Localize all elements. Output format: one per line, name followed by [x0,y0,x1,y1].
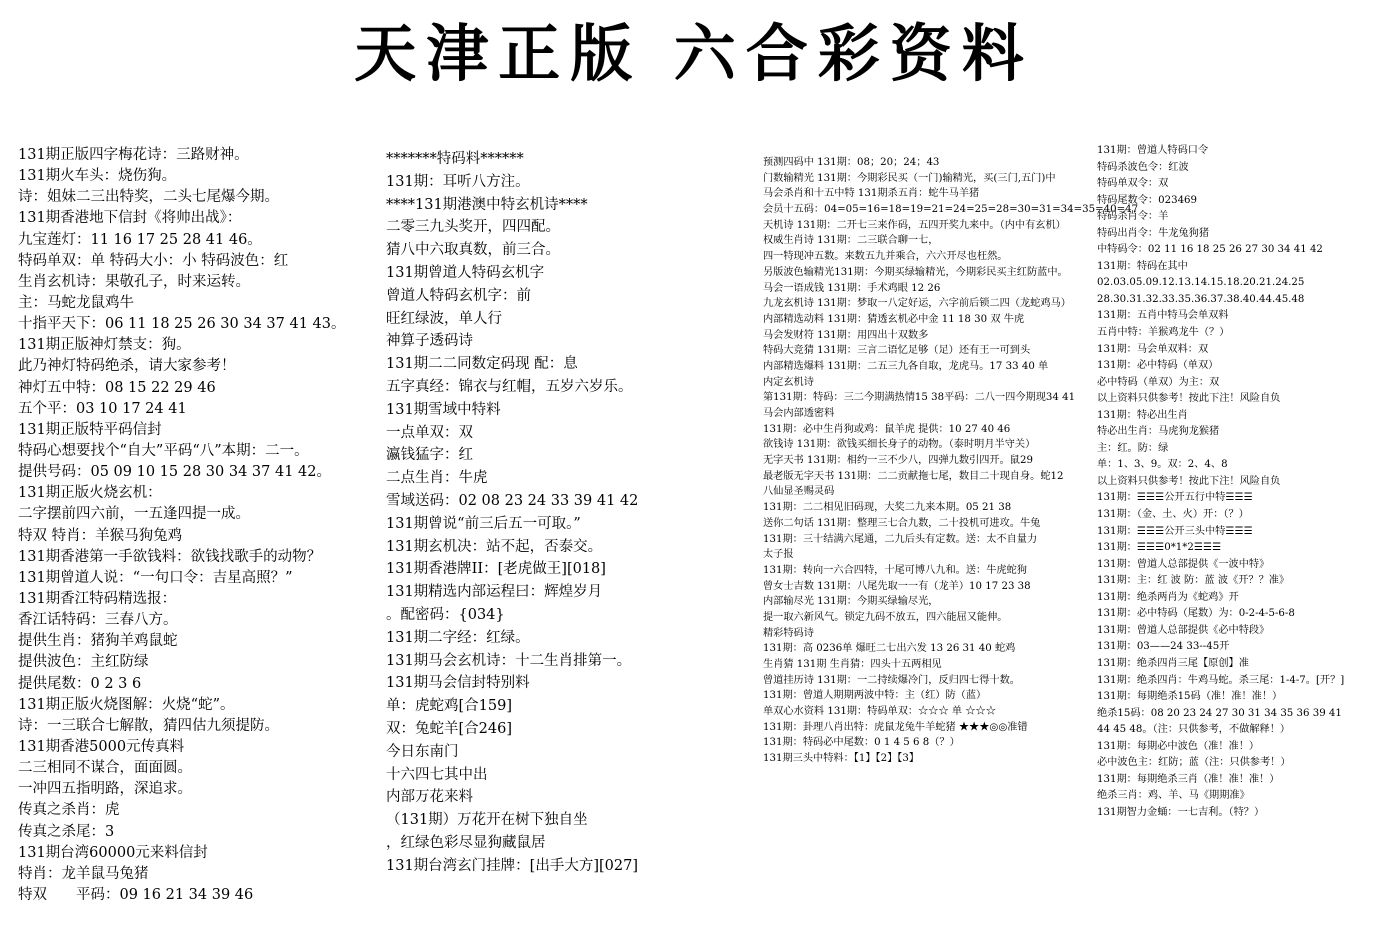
column-4-line: 131期：（金、土、火）开：（？） [1097,509,1249,521]
column-2-line: 131期玄机决：站不起，否泰交。 [386,538,603,555]
column-2-line: 雪域送码：02 08 23 24 33 39 41 42 [386,492,639,509]
column-2-line: 131期精选内部运程曰：辉煌岁月 [386,584,603,601]
column-4-line: 02.03.05.09.12.13.14.15.18.20.21.24.25 [1097,277,1305,289]
column-4-line: 以上资料只供参考！按此下注！风险自负 [1097,393,1281,405]
column-1-line: 特双 平码：09 16 21 34 39 46 [18,886,254,903]
column-3-line: 131期：二二相见旧码现，大奖二九来本期。05 21 38 [763,502,1012,514]
column-3-line: 曾女士吉数 131期：八尾先取一一有（龙羊）10 17 23 38 [763,580,1031,592]
column-2-line: 瀛钱猛字：红 [386,447,473,464]
column-2-line: ，红绿色彩尽显狗藏鼠居 [386,834,546,851]
column-4-line: 特必出生肖：马虎狗龙猴猪 [1097,426,1220,438]
column-3-line: 131期：必中生肖狗或鸡：鼠羊虎 提供：10 27 40 46 [763,423,1011,435]
column-2-line: 131期雪域中特料 [386,401,501,418]
column-4-line: 131期：特码在其中 [1097,260,1188,272]
column-3-line: 精彩特码诗 [763,627,814,639]
column-3-line: 送你二句话 131期：整理三七合九数，二十投机可进攻。牛兔 [763,517,1041,529]
column-3-line: 131期：转向一六合四特，十尾可博八九和。送：牛虎蛇狗 [763,564,1027,576]
column-2-line: 旺红绿波，单人行 [386,310,502,327]
column-4-line: 131期：每期必中波色（准！准！） [1097,740,1260,752]
column-1-line: 此乃神灯特码绝杀，请大家参考！ [18,358,236,375]
column-1-line: 131期正版火烧图解：火烧“蛇”。 [18,696,235,713]
column-1-line: 131期正版火烧玄机： [18,485,162,502]
column-2-line: （131期）万花开在树下独自坐 [386,812,588,829]
column-2-line: 五字真经：锦衣与红帽，五岁六岁乐。 [386,378,633,395]
column-2-line: 131期台湾玄门挂牌：[出手大方][027] [386,857,638,874]
column-1-line: 特双 特肖：羊猴马狗兔鸡 [18,527,183,544]
column-1-line: 香江话特码：三春八方。 [18,612,178,629]
column-4-line: 131期：每期绝杀15码（准！准！准！） [1097,691,1283,703]
column-2-line: 一点单双：双 [386,424,473,441]
column-4-line: 单：1、3、9。双：2、4、8 [1097,459,1228,471]
column-4-line: 中特码令：02 11 16 18 25 26 27 30 34 41 42 [1097,244,1323,256]
column-1-line: 131期正版四字梅花诗：三路财神。 [18,147,249,163]
column-3-line: 会员十五码：04=05=16=18=19=21=24=25=28=30=31=34=35=40=47 [763,204,1139,216]
column-4-line: 特码出肖令：牛龙兔狗猪 [1097,227,1210,239]
column-2-line: 内部万花来料 [386,789,473,806]
column-4-line: 131期：曾道人特码口令 [1097,145,1209,156]
column-4-line: 131期：绝杀四肖：牛鸡马蛇。杀三尾：1-4-7。[开？] [1097,674,1345,686]
column-1-line: 提供生肖：猪狗羊鸡鼠蛇 [18,633,178,650]
column-1-line: 131期台湾60000元来料信封 [18,844,208,861]
column-4-line: 绝杀三肖：鸡、羊、马《期期准》 [1097,790,1250,802]
column-3-line: 131期：特码必中尾数：0 1 4 5 6 8（？） [763,737,960,749]
column-3-line: 四一特现冲五数。来数五九并乘合，六六开尽也枉然。 [763,251,1008,263]
column-4-line: 131期：必中特码（单双） [1097,360,1219,372]
column-1-line: 131期香港地下信封《将帅出战》： [18,210,242,227]
column-3-line: 太子报 [763,549,794,561]
column-1-line: 传真之杀尾：3 [18,823,115,840]
column-3-line: 曾道挂历诗 131期：一二持续爆冷门，反归四七得十数。 [763,674,1020,686]
column-3-line: 另版波色输精光131期：今期买绿输精光，今期彩民买主红防蓝中。 [763,266,1068,278]
column-4-line: 131期：☰☰☰公开三头中特☰☰☰ [1097,525,1253,537]
column-2-line: 二点生肖：牛虎 [386,470,488,487]
column-2-line: 131期马会玄机诗：十二生肖排第一。 [386,652,632,669]
column-3-line: 马会发财符 131期：用四出十双数多 [763,329,929,341]
column-4-list [1097,143,1387,821]
column-1-list [18,145,386,906]
column-2-line: 神算子透码诗 [386,333,473,350]
column-1-line: 神灯五中特：08 15 22 29 46 [18,379,216,396]
column-1-line: 十指平天下：06 11 18 25 26 30 34 37 41 43。 [18,316,346,333]
column-3-line: 131期：高 0236单 爆旺二七出六发 13 26 31 40 蛇鸡 [763,643,1016,655]
column-1-line: 特码单双：单 特码大小：小 特码波色：红 [18,252,289,269]
column-4-line: 131期：☰☰☰0*1*2☰☰☰ [1097,542,1222,554]
column-2-line: 131期二二同数定码现 配：息 [386,356,578,373]
column-4-line: 特码尾数令：023469 [1097,194,1198,206]
column-4-line: 绝杀15码：08 20 23 24 27 30 31 34 35 36 39 41 [1097,707,1342,719]
column-1-line: 诗：姐妹二三出特奖，二头七尾爆今期。 [18,189,279,206]
column-3-line: 预测四码中 131期：08；20；24；43 [763,157,940,168]
column-1-line: 131期香港5000元传真料 [18,738,185,755]
column-3-line: 131期：卦理八肖出特：虎鼠龙兔牛羊蛇猪 ★★★◎◎准错 [763,721,1028,733]
column-4-line: 特码杀波色令：红波 [1097,161,1189,173]
column-4-line: 131期：特必出生肖 [1097,409,1188,421]
column-1-line: 特码心想要找个“自大”平码“八”本期：二一。 [18,442,309,459]
column-1-line: 131期香港第一手欲钱料：欲钱找歌手的动物？ [18,548,322,565]
column-4-line: 131期：每期绝杀三肖（准！准！准！） [1097,773,1280,785]
column-2-line: 131期香港牌II：[老虎做王][018] [386,561,606,578]
column-4-line: 131期：曾道人总部提供《一波中特》 [1097,558,1270,570]
column-3-line: 内定玄机诗 [763,376,814,388]
page-title: 天津正版 六合彩资料 [354,17,1034,90]
column-4-line: 必中波色主：红防；蓝（注：只供参考！） [1097,757,1291,769]
column-4-line: 主：红。防：绿 [1097,442,1169,454]
column-2-line: 131期曾道人特码玄机字 [386,264,545,281]
column-3-line: 提一取六新风气。锁定九码不放五，四六能屈又能伸。 [763,611,1008,623]
column-4-line: 44 45 48。（注：只供参考，不做解释！） [1097,724,1291,736]
column-2-line: 十六四七其中出 [386,766,488,783]
column-4-line: 必中特码（单双）为主：双 [1097,376,1220,388]
column-2-line: 猜八中六取真数，前三合。 [386,242,560,259]
column-1-line: 主：马蛇龙鼠鸡牛 [18,294,134,311]
column-2-line: ****131期港澳中特玄机诗**** [386,196,588,213]
column-3-line: 单双心水资料 131期：特码单双：☆☆☆ 单 ☆☆☆ [763,706,996,718]
column-4-line: 131期：☰☰☰公开五行中特☰☰☰ [1097,492,1253,504]
column-1-line: 五个平：03 10 17 24 41 [18,400,187,417]
column-1-line: 提供号码：05 09 10 15 28 30 34 37 41 42。 [18,464,331,481]
column-2-line: *******特码料****** [386,151,524,167]
column-3-line: 八仙显圣赐灵码 [763,486,835,498]
column-1-line: 特肖：龙羊鼠马兔猪 [18,865,149,882]
column-3-line: 内部精选爆料 131期：二五三九各自取，龙虎马。17 33 40 单 [763,360,1049,372]
column-1-line: 传真之杀肖：虎 [18,802,120,819]
column-4-line: 131期：主：红 波 防：蓝 波《开？？准》 [1097,575,1290,587]
column-3-line: 马会一语成钱 131期：手术鸡眼 12 26 [763,282,941,294]
column-2-list [386,148,758,878]
column-1-line: 131期香江特码精选报： [18,590,177,607]
column-2-line: 131期曾说“前三后五一可取。” [386,515,581,532]
column-4-line: 特码单双令：双 [1097,178,1169,190]
column-1-line: 生肖玄机诗：果敬孔子，时来运转。 [18,273,250,290]
column-3-line: 欲钱诗 131期：欲钱买细长身子的动物。（泰时明月半守关） [763,439,1036,451]
column-3-line: 131期：曾道人期期两波中特：主（红）防（蓝） [763,690,987,702]
column-3-line: 生肖猜 131期 生肖猜：四头十五两相见 [763,659,942,670]
column-3-line: 权威生肖诗 131期：二三联合聊一七， [763,235,939,247]
column-1-line: 提供波色：主红防绿 [18,654,149,671]
column-3-line: 131期三头中特料：【1】【2】【3】 [763,753,920,765]
column-2-line: 今日东南门 [386,743,459,760]
column-1-line: 131期正版特平码信封 [18,421,162,438]
column-3-line: 第131期：特码：三二今期满热情15 38平码：二八一四今期现34 41 [763,392,1076,404]
column-4-line: 以上资料只供参考！按此下注！风险自负 [1097,475,1281,487]
column-1-line: 131期火车头：烧伤狗。 [18,168,177,185]
column-4-line: 特码杀肖令：羊 [1097,211,1169,223]
column-1-line: 二字摆前四六前，一五逢四提一成。 [18,506,250,523]
column-3-line: 九龙玄机诗 131期：梦取一八定好运，六字前后锁二四（龙蛇鸡马） [763,298,1071,310]
column-2-line: 曾道人特码玄机字：前 [386,287,531,304]
column-4-line: 131期：绝杀两肖为《蛇鸡》开 [1097,591,1239,603]
column-1-line: 提供尾数：0 2 3 6 [18,675,142,692]
column-2-line: 二零三九头奖开，四四配。 [386,219,560,236]
column-4-line: 131期：曾道人总部提供《必中特段》 [1097,624,1270,636]
column-2-line: 双：兔蛇羊[合246] [386,720,512,737]
column-4-line: 五肖中特：羊猴鸡龙牛（？） [1097,327,1230,339]
column-3-line: 131期：三十结满六尾通，二九后头有定数。送：太不自量力 [763,533,1038,545]
column-2-line: 131期：耳听八方注。 [386,173,530,190]
column-3-line: 内部输尽光 131期：今期买绿输尽光， [763,596,939,608]
column-1-line: 131期曾道人说：“一句口令：吉星高照？” [18,569,293,586]
column-3-line: 马会内部透密料 [763,408,835,419]
column-3-line: 无字天书 131期：相约一三不少八，四弹九数引四开。鼠29 [763,455,1033,467]
column-1-line: 诗：一三联合七解散，猜四估九须提防。 [18,717,279,734]
column-4-line: 131期：必中特码（尾数）为：0-2-4-5-6-8 [1097,608,1295,620]
column-4-line: 131期：五肖中特马会单双料 [1097,310,1229,322]
column-1-line: 131期正版神灯禁支：狗。 [18,337,191,354]
column-4-line: 131期：绝杀四肖三尾【原创】准 [1097,657,1249,669]
column-1-line: 一冲四五指明路，深追求。 [18,781,192,798]
column-3-line: 马会杀肖和十五中特 131期杀五肖：蛇牛马羊猪 [763,188,980,200]
column-2-line: 131期马会信封特别料 [386,675,530,692]
column-1-line: 九宝莲灯：11 16 17 25 28 41 46。 [18,231,262,248]
column-4-line: 131期：马会单双料：双 [1097,343,1209,355]
column-4-line: 28.30.31.32.33.35.36.37.38.40.44.45.48 [1097,293,1305,305]
column-3-line: 最老版无字天书 131期：二二贡献拖七尾，数目二十现自身。蛇12 [763,470,1064,482]
column-3-line: 门数输精光 131期：今期彩民买（一门)输精光，买(三门,五门)中 [763,172,1056,184]
column-1-line: 二三相同不谋合，面面圆。 [18,760,192,777]
column-4-line: 131期智力金蛹：一七吉利。（特？） [1097,806,1265,818]
column-4-line: 131期：03——24 33--45开 [1097,641,1230,653]
column-2-line: 131期二字经：红绿。 [386,629,530,646]
column-2-line: 。配密码：{034} [386,606,505,623]
column-3-line: 天机诗 131期：二开七三来作码，五四开奖九来中。（内中有玄机） [763,219,1066,231]
column-3-line: 内部精选动料 131期：猜透玄机必中金 11 18 30 双 牛虎 [763,313,1025,325]
column-3-line: 特码大竞猜 131期：三言二语忆足够（足）还有王一可到头 [763,345,1031,357]
column-2-line: 单：虎蛇鸡[合159] [386,698,512,715]
